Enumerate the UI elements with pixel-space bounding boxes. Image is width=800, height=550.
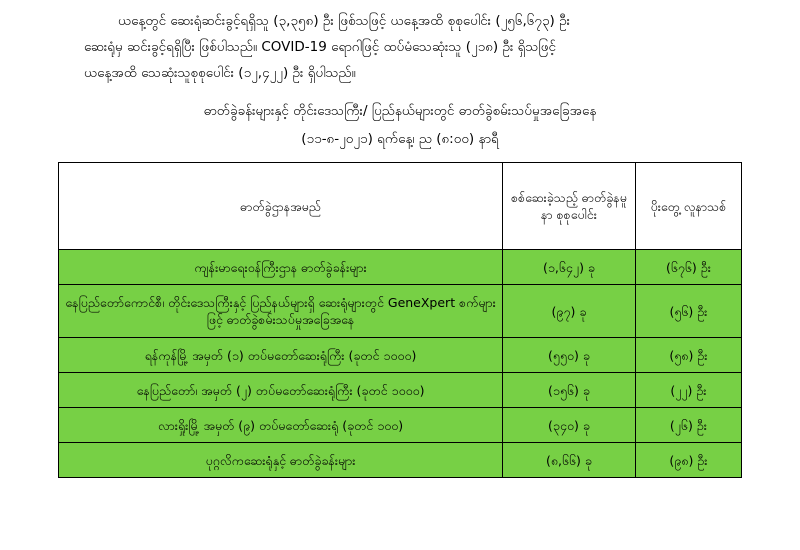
cell-lab-name: နေပြည်တော်၊ အမှတ် (၂) တပ်မတော်ဆေးရုံကြီး (ခုတင် ၁၀၀၀)	[59, 373, 503, 408]
cell-lab-name: ပုဂ္ဂလိကဆေးရုံနှင့် ဓာတ်ခွဲခန်းများ	[59, 443, 503, 478]
cell-lab-name: နေပြည်တော်ကောင်စီ၊ တိုင်းဒေသကြီးနှင့် ပြည်နယ်များရှိ ဆေးရုံများတွင် GeneXpert စက်များဖြင့် ဓာတ်ခွဲစမ်းသပ်မှုအခြေအနေ	[59, 285, 503, 338]
cell-positives: (၉၈) ဦး	[635, 443, 741, 478]
paragraph-line-1: ယနေ့တွင် ဆေးရုံဆင်းခွင့်ရရှိသူ (၃,၃၅၈) ဦး ဖြစ်သဖြင့် ယနေ့အထိ စုစုပေါင်း (၂၅၆,၆၇၃) ဦး	[118, 13, 571, 29]
table-header	[59, 163, 742, 250]
lab-testing-table	[58, 162, 742, 478]
column-header-samples: စစ်ဆေးခဲ့သည့် ဓာတ်ခွဲနမူနာ စုစုပေါင်း	[503, 163, 636, 250]
table-row	[59, 373, 742, 408]
cell-positives: (၆၇၆) ဦး	[635, 250, 741, 285]
column-header-positives: ပိုးတွေ့ လူနာသစ်	[635, 163, 741, 250]
table-row	[59, 443, 742, 478]
cell-samples: (၉၇) ခု	[503, 285, 636, 338]
cell-positives: (၂၂) ဦး	[635, 373, 741, 408]
cell-samples: (၃၄၀) ခု	[503, 408, 636, 443]
table-header-row	[59, 163, 742, 250]
table-row	[59, 338, 742, 373]
cell-lab-name: လားရှိုးမြို့ အမှတ် (၉) တပ်မတော်ဆေးရုံ (ခုတင် ၁၀၀)	[59, 408, 503, 443]
cell-lab-name: ကျန်းမာရေးဝန်ကြီးဌာန ဓာတ်ခွဲခန်းများ	[59, 250, 503, 285]
cell-samples: (၁၅၆) ခု	[503, 373, 636, 408]
cell-positives: (၅၈) ဦး	[635, 338, 741, 373]
column-header-lab-name: ဓာတ်ခွဲဌာနအမည်	[59, 163, 503, 250]
cell-positives: (၅၆) ဦး	[635, 285, 741, 338]
table-row	[59, 250, 742, 285]
section-heading: ဓာတ်ခွဲခန်းများနှင့် တိုင်းဒေသကြီး/ ပြည်နယ်များတွင် ဓာတ်ခွဲစမ်းသပ်မှုအခြေအနေ	[203, 103, 597, 119]
paragraph-line-2: ဆေးရုံမှ ဆင်းခွင့်ရရှိပြီး ဖြစ်ပါသည်။ COVID-19 ရောဂါဖြင့် ထပ်မံသေဆုံးသူ (၂၁၈) ဦး ရှိသဖြင့်	[84, 39, 556, 55]
cell-samples: (၁,၆၄၂) ခု	[503, 250, 636, 285]
cell-lab-name: ရန်ကုန်မြို့ အမှတ် (၁) တပ်မတော်ဆေးရုံကြီး (ခုတင် ၁၀၀၀)	[59, 338, 503, 373]
cell-samples: (၈,၆၆) ခု	[503, 443, 636, 478]
table-row	[59, 285, 742, 338]
intro-paragraph	[58, 8, 742, 86]
table-row	[59, 408, 742, 443]
table-body	[59, 250, 742, 478]
cell-samples: (၅၅၀) ခု	[503, 338, 636, 373]
paragraph-line-3: ယနေ့အထိ သေဆုံးသူစုစုပေါင်း (၁၂,၄၂၂) ဦး ရှိပါသည်။	[84, 65, 356, 81]
cell-positives: (၂၆) ဦး	[635, 408, 741, 443]
section-subheading: (၁၁-၈-၂၀၂၁) ရက်နေ့၊ ည (၈:၀၀) နာရီ	[301, 131, 499, 147]
